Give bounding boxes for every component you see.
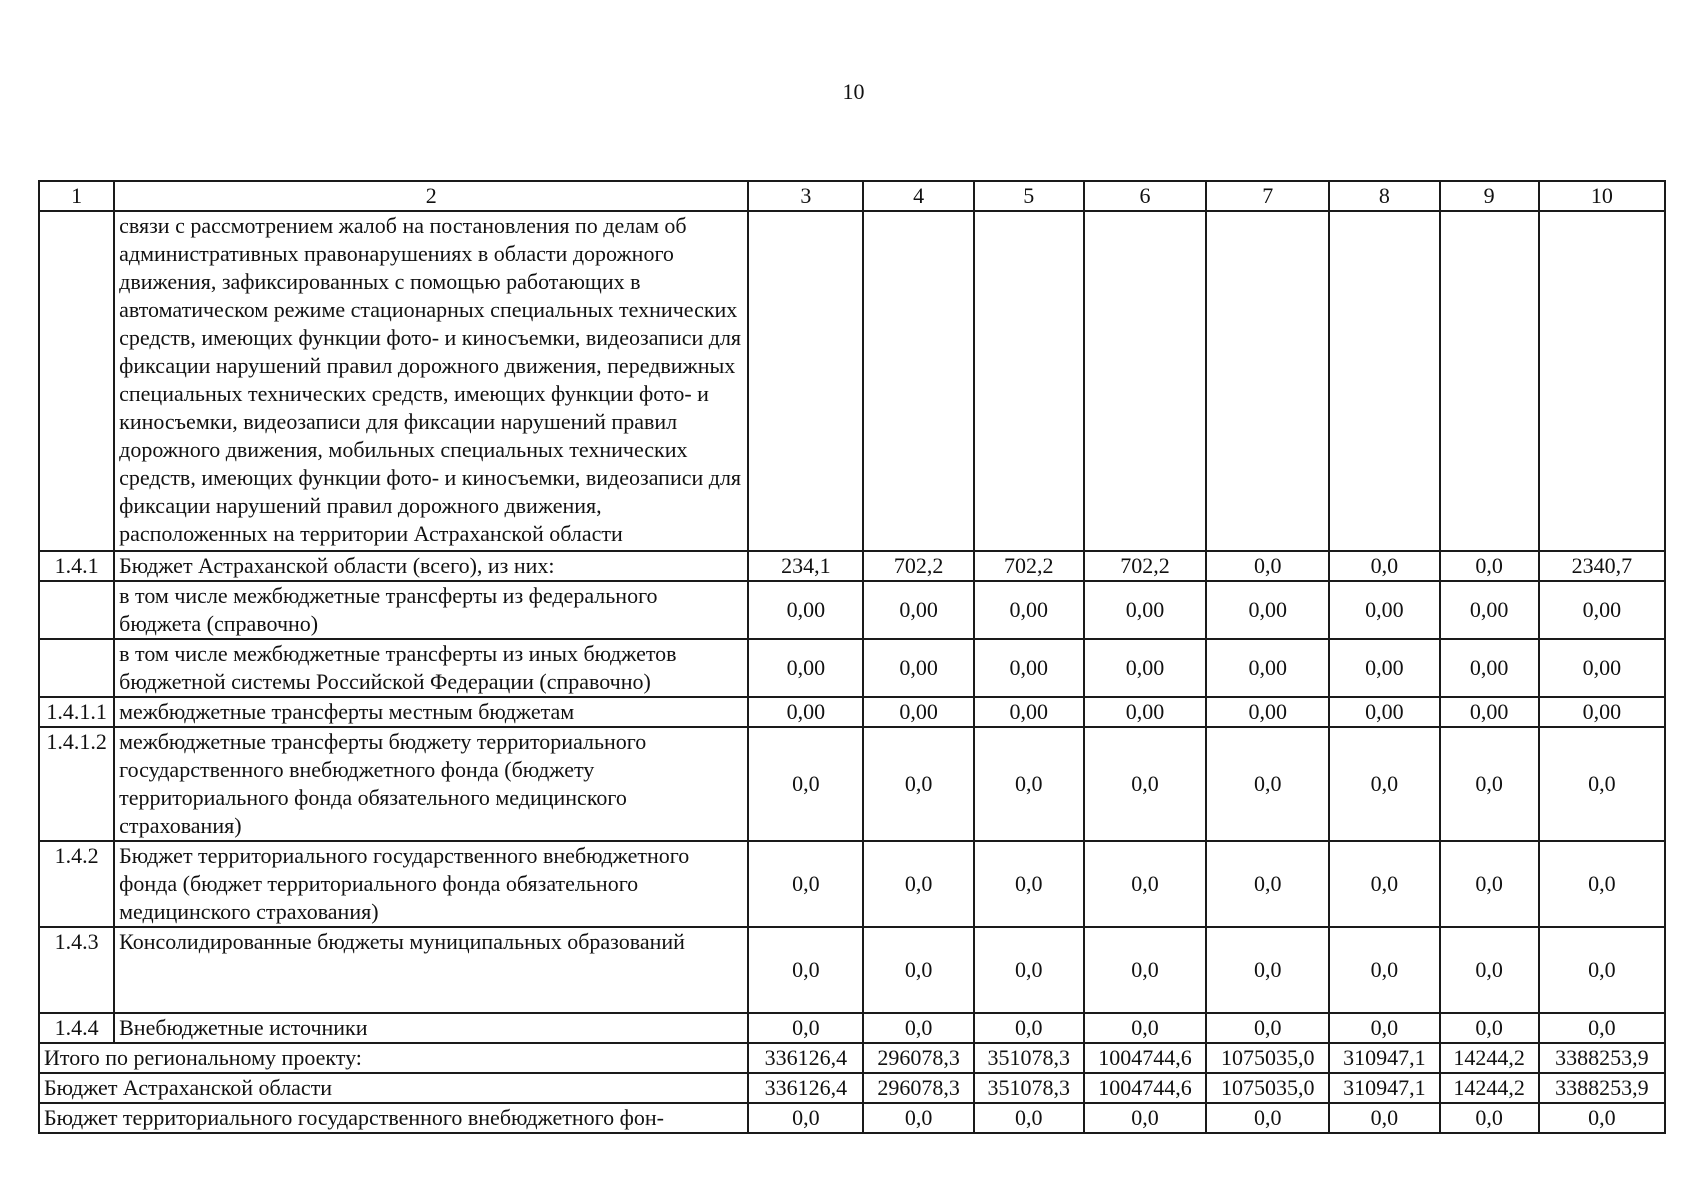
- value-cell: 1075035,0: [1206, 1073, 1329, 1103]
- row-code: [39, 639, 114, 697]
- value-cell: 0,0: [1084, 727, 1206, 841]
- table-row: [39, 211, 1665, 551]
- value-cell: 0,0: [748, 1103, 863, 1133]
- row-description: Консолидированные бюджеты муниципальных образований: [114, 927, 748, 1013]
- table-row: [39, 581, 1665, 639]
- value-cell: 296078,3: [863, 1073, 973, 1103]
- value-cell: 0,00: [974, 639, 1084, 697]
- value-cell: 0,00: [1440, 581, 1539, 639]
- value-cell: 0,0: [1206, 727, 1329, 841]
- value-cell: 0,0: [863, 1103, 973, 1133]
- value-cell: 0,0: [1440, 551, 1539, 581]
- value-cell: 0,0: [1206, 551, 1329, 581]
- value-cell: 0,0: [1440, 927, 1539, 1013]
- header-cell: 6: [1084, 181, 1206, 211]
- value-cell: [1084, 211, 1206, 551]
- value-cell: 0,0: [1539, 1103, 1665, 1133]
- value-cell: 0,00: [1440, 639, 1539, 697]
- value-cell: [1440, 211, 1539, 551]
- header-cell: 8: [1329, 181, 1439, 211]
- total-label: Итого по региональному проекту:: [39, 1043, 748, 1073]
- value-cell: 0,00: [1329, 697, 1439, 727]
- value-cell: 0,00: [1329, 581, 1439, 639]
- value-cell: 0,0: [1539, 927, 1665, 1013]
- value-cell: 0,00: [1539, 639, 1665, 697]
- value-cell: 0,0: [1329, 1103, 1439, 1133]
- value-cell: 0,0: [1440, 1103, 1539, 1133]
- value-cell: 0,00: [1206, 639, 1329, 697]
- value-cell: 0,00: [748, 697, 863, 727]
- value-cell: 0,0: [1206, 1013, 1329, 1043]
- value-cell: 0,00: [1084, 639, 1206, 697]
- value-cell: 0,00: [748, 639, 863, 697]
- value-cell: 0,0: [1084, 841, 1206, 927]
- value-cell: 0,0: [1329, 551, 1439, 581]
- value-cell: 14244,2: [1440, 1073, 1539, 1103]
- row-code: 1.4.1.2: [39, 727, 114, 841]
- value-cell: 0,00: [1084, 581, 1206, 639]
- value-cell: 0,0: [974, 727, 1084, 841]
- value-cell: 702,2: [863, 551, 973, 581]
- value-cell: 0,00: [1084, 697, 1206, 727]
- value-cell: 0,0: [1084, 927, 1206, 1013]
- value-cell: [748, 211, 863, 551]
- value-cell: 0,0: [1329, 841, 1439, 927]
- table-row: [39, 927, 1665, 1013]
- header-cell: 1: [39, 181, 114, 211]
- row-description: межбюджетные трансферты бюджету территориального государственного внебюджетного фонда (бюджету территориального фонда обязательного медицинского страхования): [114, 727, 748, 841]
- value-cell: 0,0: [1206, 1103, 1329, 1133]
- value-cell: 0,0: [1539, 727, 1665, 841]
- value-cell: [1329, 211, 1439, 551]
- value-cell: 0,0: [974, 927, 1084, 1013]
- value-cell: [974, 211, 1084, 551]
- value-cell: 0,0: [748, 727, 863, 841]
- value-cell: 3388253,9: [1539, 1073, 1665, 1103]
- value-cell: 296078,3: [863, 1043, 973, 1073]
- value-cell: 0,00: [1539, 697, 1665, 727]
- table-row: [39, 697, 1665, 727]
- page-number: 10: [842, 79, 865, 104]
- value-cell: 336126,4: [748, 1073, 863, 1103]
- value-cell: 351078,3: [974, 1073, 1084, 1103]
- header-row: [39, 181, 1665, 211]
- table-row: [39, 639, 1665, 697]
- value-cell: 234,1: [748, 551, 863, 581]
- value-cell: 0,00: [1206, 697, 1329, 727]
- value-cell: 702,2: [1084, 551, 1206, 581]
- value-cell: 0,00: [863, 581, 973, 639]
- value-cell: 0,00: [974, 581, 1084, 639]
- value-cell: 0,0: [1206, 927, 1329, 1013]
- value-cell: 14244,2: [1440, 1043, 1539, 1073]
- value-cell: 0,0: [974, 841, 1084, 927]
- budget-table: [38, 180, 1666, 1134]
- value-cell: 0,0: [1539, 1013, 1665, 1043]
- value-cell: 0,0: [748, 927, 863, 1013]
- value-cell: 0,0: [1206, 841, 1329, 927]
- row-description: в том числе межбюджетные трансферты из федерального бюджета (справочно): [114, 581, 748, 639]
- value-cell: 0,0: [1440, 841, 1539, 927]
- header-cell: 3: [748, 181, 863, 211]
- value-cell: 0,0: [1329, 1013, 1439, 1043]
- value-cell: 0,00: [1329, 639, 1439, 697]
- row-description: Бюджет Астраханской области (всего), из них:: [114, 551, 748, 581]
- table-row: [39, 1013, 1665, 1043]
- header-cell: 2: [114, 181, 748, 211]
- row-code: 1.4.3: [39, 927, 114, 1013]
- value-cell: 0,0: [974, 1103, 1084, 1133]
- value-cell: 0,0: [1084, 1013, 1206, 1043]
- value-cell: 0,0: [863, 927, 973, 1013]
- header-cell: 5: [974, 181, 1084, 211]
- value-cell: 0,0: [1329, 927, 1439, 1013]
- value-cell: 0,0: [1329, 727, 1439, 841]
- row-code: 1.4.2: [39, 841, 114, 927]
- value-cell: 1004744,6: [1084, 1043, 1206, 1073]
- value-cell: 0,00: [1440, 697, 1539, 727]
- value-cell: 1004744,6: [1084, 1073, 1206, 1103]
- row-code: 1.4.4: [39, 1013, 114, 1043]
- row-description: межбюджетные трансферты местным бюджетам: [114, 697, 748, 727]
- value-cell: 0,00: [748, 581, 863, 639]
- value-cell: 2340,7: [1539, 551, 1665, 581]
- value-cell: 0,0: [974, 1013, 1084, 1043]
- header-cell: 7: [1206, 181, 1329, 211]
- value-cell: 0,0: [863, 1013, 973, 1043]
- header-cell: 9: [1440, 181, 1539, 211]
- value-cell: 0,0: [1440, 1013, 1539, 1043]
- value-cell: 0,00: [1539, 581, 1665, 639]
- value-cell: [863, 211, 973, 551]
- value-cell: 310947,1: [1329, 1073, 1439, 1103]
- value-cell: 0,00: [863, 697, 973, 727]
- row-description: Внебюджетные источники: [114, 1013, 748, 1043]
- value-cell: 0,0: [1539, 841, 1665, 927]
- value-cell: 1075035,0: [1206, 1043, 1329, 1073]
- total-label: Бюджет Астраханской области: [39, 1073, 748, 1103]
- value-cell: 0,00: [1206, 581, 1329, 639]
- value-cell: 336126,4: [748, 1043, 863, 1073]
- row-code: [39, 581, 114, 639]
- value-cell: 0,0: [748, 841, 863, 927]
- row-description: в том числе межбюджетные трансферты из иных бюджетов бюджетной системы Российской Федерации (справочно): [114, 639, 748, 697]
- row-code: [39, 211, 114, 551]
- total-row: [39, 1073, 1665, 1103]
- value-cell: 0,0: [1084, 1103, 1206, 1133]
- row-description: Бюджет территориального государственного внебюджетного фонда (бюджет территориального фонда обязательного медицинского страхования): [114, 841, 748, 927]
- value-cell: 0,0: [748, 1013, 863, 1043]
- row-description: связи с рассмотрением жалоб на постановления по делам об административных правонарушениях в области дорожного движения, зафиксированных с помощью работающих в автоматическом режиме стационарных специальных технических средств, имеющих функции фото- и киносъемки, видеозаписи для фиксации нарушений правил дорожного движения, передвижных специальных технических средств, имеющих функции фото- и киносъемки, видеозаписи для фиксации нарушений правил дорожного движения, мобильных специальных технических средств, имеющих функции фото- и киносъемки, видеозаписи для фиксации нарушений правил дорожного движения, расположенных на территории Астраханской области: [114, 211, 748, 551]
- total-label: Бюджет территориального государственного внебюджетного фон-: [39, 1103, 748, 1133]
- value-cell: 0,00: [863, 639, 973, 697]
- value-cell: 3388253,9: [1539, 1043, 1665, 1073]
- table-row: [39, 551, 1665, 581]
- value-cell: 0,0: [863, 727, 973, 841]
- row-code: 1.4.1: [39, 551, 114, 581]
- value-cell: 0,0: [863, 841, 973, 927]
- value-cell: 0,00: [974, 697, 1084, 727]
- value-cell: 310947,1: [1329, 1043, 1439, 1073]
- value-cell: 351078,3: [974, 1043, 1084, 1073]
- total-row: [39, 1043, 1665, 1073]
- row-code: 1.4.1.1: [39, 697, 114, 727]
- table-row: [39, 727, 1665, 841]
- table-row: [39, 841, 1665, 927]
- value-cell: [1206, 211, 1329, 551]
- total-row: [39, 1103, 1665, 1133]
- value-cell: 702,2: [974, 551, 1084, 581]
- header-cell: 10: [1539, 181, 1665, 211]
- header-cell: 4: [863, 181, 973, 211]
- value-cell: [1539, 211, 1665, 551]
- value-cell: 0,0: [1440, 727, 1539, 841]
